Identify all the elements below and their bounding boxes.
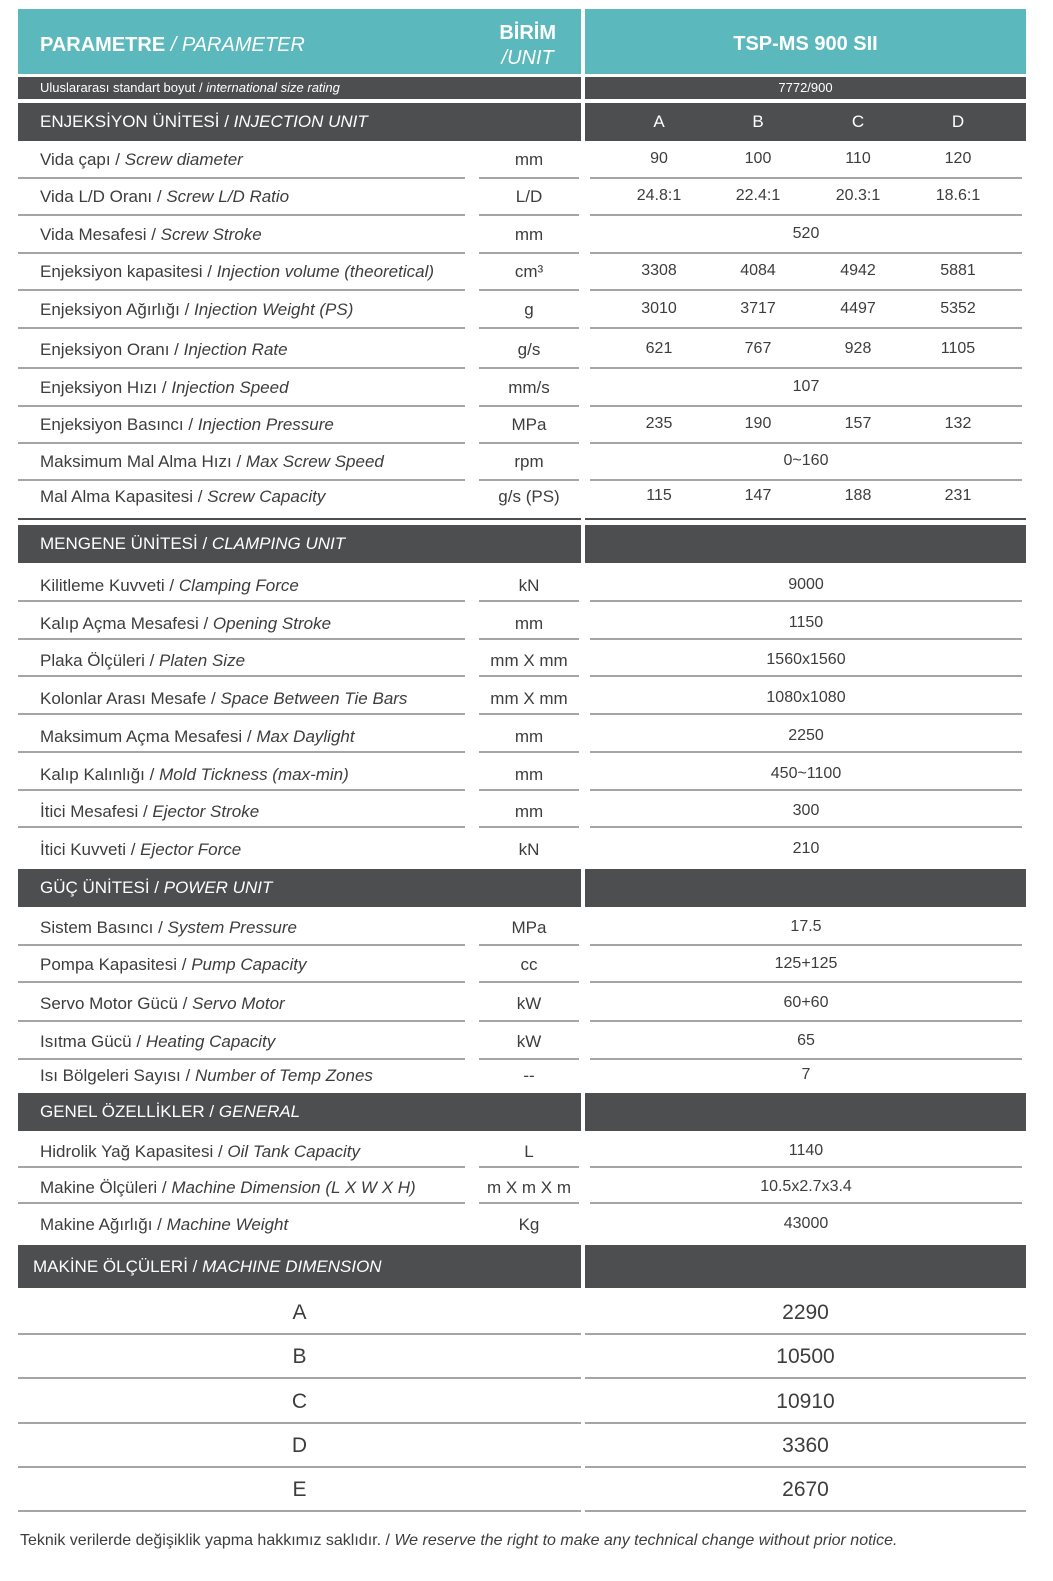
unit-value: mm [514,802,544,821]
spec-value: 65 [797,1032,815,1049]
row-divider [18,214,465,216]
row-divider [590,327,1022,329]
spec-value-a: 90 [650,150,668,167]
parameter-label-en: Clamping Force [178,576,299,595]
row-divider [18,1058,465,1060]
spec-value-d: 1105 [940,340,976,357]
spec-value-b: 4084 [740,262,776,279]
row-divider [18,1377,581,1379]
parameter-label [40,300,353,320]
row-divider [479,944,579,946]
spec-value-a: 3308 [641,262,677,279]
row-divider [479,367,579,369]
unit-value: m X m X m [486,1178,572,1197]
row-divider [585,1510,1026,1512]
parameter-label-en: Ejector Stroke [152,802,260,821]
spec-value-b: 767 [744,340,772,357]
row-divider [18,442,465,444]
row-divider [18,1202,465,1204]
parameter-label [40,689,407,709]
dimension-section-header [18,1245,581,1288]
row-divider [479,789,579,791]
row-divider [18,789,465,791]
row-divider [479,214,579,216]
row-divider [590,442,1022,444]
row-divider [479,252,579,254]
unit-value: mm X mm [490,689,568,708]
spec-value: 60+60 [783,994,829,1011]
row-divider [18,826,465,828]
unit-value: rpm [514,452,544,471]
parameter-label [40,1142,360,1162]
dimension-value: 2290 [782,1301,829,1324]
parameter-label [40,187,289,207]
spec-value-d: 120 [944,150,972,167]
parameter-label [40,918,297,938]
row-divider [479,442,579,444]
parameter-label-en: Screw diameter [124,150,243,169]
row-divider [590,252,1022,254]
parameter-label-en: Machine Dimension (L X W X H) [171,1178,416,1197]
parameter-label [40,1032,275,1052]
spec-value: 450~1100 [770,765,842,782]
row-divider [479,289,579,291]
spec-value-a: 115 [646,487,672,504]
parameter-label-tr: Enjeksiyon Oranı / [40,340,184,359]
general-section-title-en: GENERAL [218,1102,301,1121]
parameter-label [40,1215,288,1235]
parameter-label-tr: Maksimum Mal Alma Hızı / [40,452,246,471]
parameter-label-en: Injection Rate [183,340,288,359]
unit-value: L/D [515,187,543,206]
spec-value: 1150 [788,614,824,631]
spec-value-c: 110 [845,150,871,167]
parameter-label-en: Servo Motor [192,994,285,1013]
parameter-label-tr: İtici Kuvveti / [40,840,141,859]
unit-value: cm³ [514,262,544,281]
row-divider [18,405,465,407]
spec-value-a: 24.8:1 [636,187,682,204]
spec-value-d: 231 [944,487,972,504]
row-divider [590,751,1022,753]
parameter-label-en: Injection Speed [171,378,289,397]
parameter-label [40,727,355,747]
row-divider [590,638,1022,640]
spec-value-b: 22.4:1 [735,187,781,204]
unit-heading-en: /UNIT [501,47,554,69]
row-divider [18,479,465,481]
power-section-title-en: POWER UNIT [163,878,273,897]
row-divider [479,675,579,677]
row-divider [479,751,579,753]
general-section-header [18,1093,581,1131]
row-divider [18,289,465,291]
parameter-label-tr: Hidrolik Yağ Kapasitesi / [40,1142,228,1161]
unit-value: mm [514,727,544,746]
parameter-label [40,955,306,975]
row-divider [479,327,579,329]
parameter-label-tr: Kalıp Açma Mesafesi / [40,614,213,633]
row-divider [590,713,1022,715]
spec-value: 9000 [788,576,824,593]
unit-value: -- [523,1066,535,1085]
row-divider [479,405,579,407]
row-divider [18,675,465,677]
parameter-label [40,765,349,785]
row-divider [590,981,1022,983]
parameter-label-tr: Servo Motor Gücü / [40,994,193,1013]
injection-section-header-values [585,103,1026,141]
parameter-label-en: Pump Capacity [191,955,307,974]
spec-value-b: 147 [744,487,772,504]
column-header-a: A [653,112,665,131]
parameter-label [40,651,245,671]
row-divider [590,1020,1022,1022]
row-divider [18,1466,581,1468]
row-divider [18,1333,581,1335]
parameter-label-tr: Maksimum Açma Mesafesi / [40,727,257,746]
spec-value-c: 157 [844,415,872,432]
unit-value: mm [514,765,544,784]
spec-value-c: 4942 [840,262,876,279]
row-divider [18,1510,581,1512]
row-divider [590,789,1022,791]
spec-value: 210 [792,840,820,857]
spec-value: 10.5x2.7x3.4 [760,1178,852,1195]
column-header-d: D [951,112,965,131]
general-section-title-tr: GENEL ÖZELLİKLER / [40,1102,219,1121]
parameter-label-en: Injection Weight (PS) [194,300,354,319]
parameter-label [40,1066,373,1086]
unit-value: mm [514,150,544,169]
clamping-section-title-tr: MENGENE ÜNİTESİ / [40,534,212,553]
row-divider [479,826,579,828]
clamping-section-header [18,525,581,563]
parameter-heading-en: / PARAMETER [165,34,305,56]
unit-value: Kg [518,1215,540,1234]
spec-value: 125+125 [774,955,838,972]
spec-value: 107 [792,378,820,395]
spec-value: 1080x1080 [766,689,846,706]
parameter-label [40,415,334,435]
footer-disclaimer [20,1532,897,1550]
parameter-label-en: Screw Stroke [160,225,262,244]
parameter-label-tr: Enjeksiyon Hızı / [40,378,172,397]
parameter-label-en: Machine Weight [166,1215,289,1234]
parameter-label-tr: Isı Bölgeleri Sayısı / [40,1066,195,1085]
row-divider [590,177,1022,179]
header-model-cell [585,9,1026,74]
spec-value: 520 [792,225,820,242]
parameter-label-tr: Vida çapı / [40,150,125,169]
parameter-label-en: Injection volume (theoretical) [216,262,435,281]
parameter-label-tr: Sistem Basıncı / [40,918,168,937]
parameter-label-en: Opening Stroke [212,614,332,633]
dimension-section-title-tr: MAKİNE ÖLÇÜLERİ / [33,1257,203,1276]
power-section-title-tr: GÜÇ ÜNİTESİ / [40,878,164,897]
size-rating-value: 7772/900 [585,77,1026,99]
parameter-label-tr: Kalıp Kalınlığı / [40,765,160,784]
parameter-label-en: System Pressure [167,918,297,937]
row-divider [585,1377,1026,1379]
parameter-label-tr: Kolonlar Arası Mesafe / [40,689,221,708]
row-divider [18,713,465,715]
parameter-label-en: Injection Pressure [197,415,334,434]
dimension-label: E [292,1478,307,1501]
spec-value: 300 [792,802,820,819]
dimension-label: B [292,1345,307,1368]
parameter-label-en: Screw Capacity [207,487,326,506]
parameter-label-en: Space Between Tie Bars [220,689,408,708]
row-divider [18,981,465,983]
row-divider [590,826,1022,828]
row-divider [18,638,465,640]
parameter-label [40,802,259,822]
parameter-label [40,262,434,282]
row-divider [590,289,1022,291]
unit-value: L [524,1142,534,1161]
spec-value: 1140 [788,1142,824,1159]
row-divider [18,327,465,329]
row-divider [18,252,465,254]
unit-heading [499,21,556,71]
unit-value: g [524,300,534,319]
spec-value: 7 [801,1066,811,1083]
spec-value-a: 621 [645,340,673,357]
spec-value-c: 4497 [840,300,876,317]
power-section-header [18,869,581,907]
row-divider [18,1422,581,1424]
parameter-label-tr: Enjeksiyon kapasitesi / [40,262,217,281]
unit-value: mm/s [508,378,550,397]
parameter-heading [40,34,305,57]
dimension-section-header-values [585,1245,1026,1288]
dimension-section-title-en: MACHINE DIMENSION [202,1257,382,1276]
parameter-label-tr: Makine Ölçüleri / [40,1178,172,1197]
spec-value-c: 188 [844,487,872,504]
parameter-label-tr: Vida L/D Oranı / [40,187,167,206]
dimension-label: A [292,1301,307,1324]
row-divider [18,1020,465,1022]
spec-value-d: 5881 [940,262,976,279]
unit-value: kN [518,576,540,595]
parameter-label-en: Max Screw Speed [245,452,384,471]
unit-value: kW [516,994,542,1013]
parameter-label [40,452,384,472]
parameter-label-tr: Isıtma Gücü / [40,1032,146,1051]
row-divider [590,1202,1022,1204]
row-divider [479,981,579,983]
dimension-value: 10500 [776,1345,835,1368]
row-divider [590,600,1022,602]
parameter-label-tr: Plaka Ölçüleri / [40,651,160,670]
footer-disclaimer-en: We reserve the right to make any technical change without prior notice. [394,1532,898,1549]
spec-value-b: 3717 [740,300,776,317]
parameter-heading-tr: PARAMETRE [40,34,166,56]
row-divider [18,1166,465,1168]
parameter-label-tr: Enjeksiyon Ağırlığı / [40,300,195,319]
model-name: TSP-MS 900 SII [733,33,878,55]
parameter-label-tr: Pompa Kapasitesi / [40,955,192,974]
spec-value: 43000 [783,1215,829,1232]
unit-value: MPa [511,918,547,937]
row-divider [479,1020,579,1022]
parameter-label [40,150,243,170]
parameter-label-tr: Makine Ağırlığı / [40,1215,167,1234]
row-divider [585,1422,1026,1424]
row-divider [479,1202,579,1204]
row-divider [18,600,465,602]
parameter-label-en: Platen Size [159,651,246,670]
parameter-label-en: Heating Capacity [145,1032,276,1051]
dimension-label: C [291,1390,308,1413]
spec-value-d: 18.6:1 [935,187,981,204]
unit-value: g/s (PS) [498,487,560,506]
row-divider [479,1058,579,1060]
spec-value-a: 3010 [641,300,677,317]
row-divider [585,1333,1026,1335]
parameter-label [40,225,262,245]
column-header-c: C [851,112,865,131]
row-divider [18,367,465,369]
spec-value-d: 132 [944,415,972,432]
row-divider [479,177,579,179]
parameter-label-en: Oil Tank Capacity [227,1142,361,1161]
row-divider [479,638,579,640]
row-divider [590,479,1022,481]
parameter-label [40,994,285,1014]
parameter-label-en: Number of Temp Zones [194,1066,373,1085]
injection-section-title-en: INJECTION UNIT [233,112,368,131]
spec-value-b: 190 [744,415,772,432]
row-divider [585,1466,1026,1468]
dimension-label: D [291,1434,308,1457]
row-divider [479,713,579,715]
parameter-label-en: Ejector Force [140,840,242,859]
parameter-label-en: Mold Tickness (max-min) [159,765,349,784]
size-rating-label-tr: Uluslararası standart boyut / [40,80,207,95]
unit-value: mm [514,225,544,244]
spec-value: 0~160 [783,452,829,469]
parameter-label-en: Max Daylight [256,727,355,746]
unit-value: kN [518,840,540,859]
row-divider [18,751,465,753]
injection-section-header [18,103,581,141]
row-divider [479,1166,579,1168]
clamping-section-title-en: CLAMPING UNIT [211,534,346,553]
dimension-value: 2670 [782,1478,829,1501]
unit-value: mm [514,614,544,633]
unit-value: g/s [517,340,541,359]
clamping-section-header-values [585,525,1026,563]
parameter-label-tr: Mal Alma Kapasitesi / [40,487,208,506]
parameter-label [40,1178,416,1198]
spec-value-a: 235 [645,415,673,432]
dimension-value: 10910 [776,1390,835,1413]
spec-value-b: 100 [744,150,772,167]
row-divider [479,479,579,481]
column-header-b: B [752,112,764,131]
parameter-label-en: Screw L/D Ratio [166,187,290,206]
row-divider [18,177,465,179]
parameter-label-tr: İtici Mesafesi / [40,802,153,821]
parameter-label [40,576,299,596]
spec-value-c: 20.3:1 [835,187,881,204]
spec-value: 1560x1560 [766,651,846,668]
row-divider [18,944,465,946]
unit-value: MPa [511,415,547,434]
power-section-header-values [585,869,1026,907]
section-divider [18,518,581,520]
row-divider [590,1166,1022,1168]
row-divider [590,367,1022,369]
parameter-label-tr: Kilitleme Kuvveti / [40,576,179,595]
unit-heading-tr: BİRİM [499,22,556,44]
row-divider [590,944,1022,946]
injection-section-title-tr: ENJEKSİYON ÜNİTESİ / [40,112,234,131]
footer-disclaimer-tr: Teknik verilerde değişiklik yapma hakkımız saklıdır. / [20,1532,395,1549]
row-divider [590,675,1022,677]
parameter-label [40,487,325,507]
size-rating-label [18,77,581,99]
row-divider [590,405,1022,407]
spec-value: 2250 [788,727,824,744]
unit-value: kW [516,1032,542,1051]
spec-value: 17.5 [790,918,822,935]
parameter-label [40,340,288,360]
general-section-header-values [585,1093,1026,1131]
parameter-label-tr: Enjeksiyon Basıncı / [40,415,198,434]
row-divider [590,1058,1022,1060]
size-rating-label-en: international size rating [206,80,340,95]
dimension-value: 3360 [782,1434,829,1457]
unit-value: cc [520,955,538,974]
parameter-label [40,378,289,398]
header-parameter-cell [18,9,581,74]
spec-value-d: 5352 [940,300,976,317]
parameter-label [40,840,241,860]
section-divider [585,518,1026,520]
row-divider [479,600,579,602]
spec-value-c: 928 [844,340,872,357]
unit-value: mm X mm [490,651,568,670]
row-divider [590,214,1022,216]
parameter-label-tr: Vida Mesafesi / [40,225,161,244]
parameter-label [40,614,331,634]
